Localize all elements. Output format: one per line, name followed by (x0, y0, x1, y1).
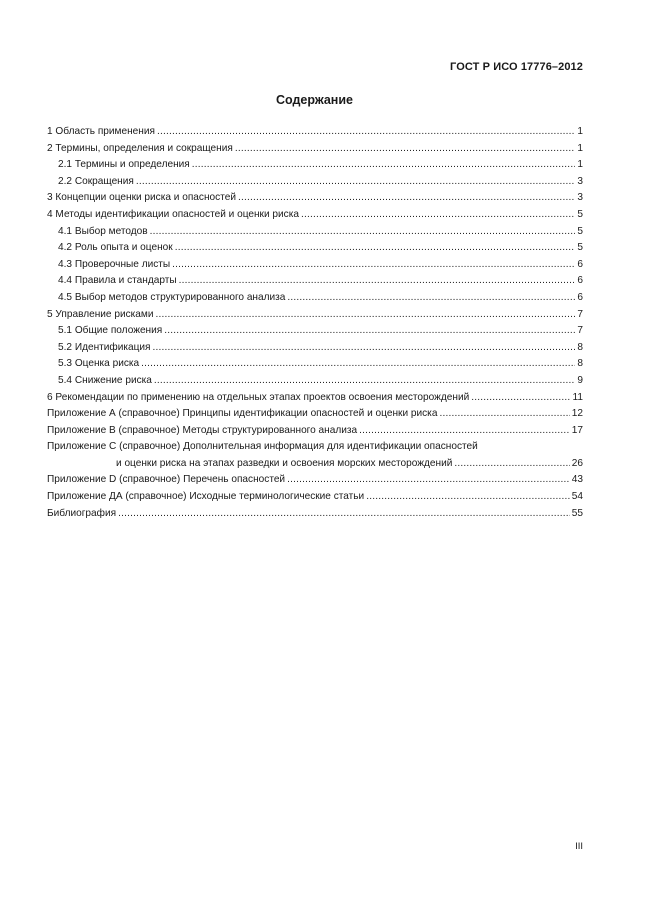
toc-entry-label: 6 Рекомендации по применению на отдельных этапах проектов освоения месторождений (47, 391, 470, 403)
toc-leader (287, 290, 575, 307)
toc-entry-page: 17 (571, 424, 583, 436)
toc-leader (141, 356, 575, 373)
toc-entry-1[interactable] (47, 124, 583, 141)
toc-leader (439, 406, 569, 423)
toc-entry-page: 55 (571, 507, 583, 519)
toc-entry-label: Приложение С (справочное) Дополнительная информация для идентификации опасностей (47, 441, 478, 453)
toc-entry-4-1[interactable] (47, 224, 583, 241)
toc-entry-4-4[interactable] (47, 273, 583, 290)
toc-entry-label: 2.1 Термины и определения (58, 159, 190, 171)
toc-entry-4-2[interactable] (47, 240, 583, 257)
toc-entry-label: 5.3 Оценка риска (58, 358, 140, 370)
toc-entry-appendix-da[interactable] (47, 489, 583, 506)
toc-leader (150, 224, 576, 241)
toc-leader (366, 489, 570, 506)
toc-entry-page: 43 (571, 474, 583, 486)
toc-entry-label: Приложение В (справочное) Методы структурированного анализа (47, 424, 358, 436)
toc-leader (359, 423, 570, 440)
toc-entry-page: 1 (577, 159, 583, 171)
toc-entry-page: 1 (577, 142, 583, 154)
toc-entry-page: 6 (577, 258, 583, 270)
toc-entry-label: 5.4 Снижение риска (58, 374, 152, 386)
toc-entry-5-1[interactable] (47, 323, 583, 340)
toc-entry-label: 5.1 Общие положения (58, 325, 163, 337)
toc-leader (238, 190, 575, 207)
toc-entry-label: Библиография (47, 507, 117, 519)
toc-leader (175, 240, 576, 257)
toc-entry-page: 9 (577, 374, 583, 386)
toc-entry-4-3[interactable] (47, 257, 583, 274)
toc-entry-6[interactable] (47, 390, 583, 407)
toc-entry-page: 5 (577, 208, 583, 220)
toc-entry-page: 5 (577, 242, 583, 254)
toc-entry-page: 26 (571, 457, 583, 469)
toc-entry-page: 3 (577, 192, 583, 204)
toc-entry-page: 12 (571, 408, 583, 420)
toc-entry-label-continued: и оценки риска на этапах разведки и освоения морских месторождений (116, 457, 453, 469)
toc-entry-4-5[interactable] (47, 290, 583, 307)
toc-entry-5-2[interactable] (47, 340, 583, 357)
toc-entry-page: 5 (577, 225, 583, 237)
toc-leader (154, 373, 575, 390)
toc-entry-label: 4.1 Выбор методов (58, 225, 148, 237)
toc-leader (179, 273, 576, 290)
toc-entry-appendix-a[interactable] (47, 406, 583, 423)
toc-leader (287, 472, 570, 489)
toc-entry-page: 8 (577, 358, 583, 370)
toc-leader (235, 141, 576, 158)
toc-entry-page: 1 (577, 126, 583, 137)
toc-entry-2-2[interactable] (47, 174, 583, 191)
toc-entry-appendix-c[interactable] (47, 439, 583, 456)
toc-leader (301, 207, 575, 224)
toc-entry-label: 2.2 Сокращения (58, 175, 134, 187)
toc-entry-label: 3 Концепции оценки риска и опасностей (47, 192, 236, 204)
page-number: III (575, 841, 583, 852)
toc-leader (471, 390, 570, 407)
toc-entry-label: 4.5 Выбор методов структурированного анализа (58, 291, 286, 303)
toc-entry-label: 4 Методы идентификации опасностей и оценки риска (47, 208, 299, 220)
toc-entry-3[interactable] (47, 190, 583, 207)
toc-entry-label: Приложение А (справочное) Принципы идентификации опасностей и оценки риска (47, 408, 438, 420)
toc-entry-page: 11 (572, 391, 583, 403)
table-of-contents (47, 124, 583, 522)
toc-entry-label: 4.4 Правила и стандарты (58, 275, 177, 287)
toc-leader (136, 174, 576, 191)
toc-entry-label: Приложение ДА (справочное) Исходные терминологические статьи (47, 491, 365, 503)
toc-leader (153, 340, 576, 357)
toc-entry-label: 5.2 Идентификация (58, 341, 151, 353)
toc-entry-label: 4.3 Проверочные листы (58, 258, 171, 270)
toc-entry-bibliography[interactable] (47, 506, 583, 523)
toc-entry-appendix-b[interactable] (47, 423, 583, 440)
document-code: ГОСТ Р ИСО 17776–2012 (450, 61, 583, 73)
toc-entry-label: 1 Область применения (47, 126, 155, 137)
toc-leader (157, 124, 575, 141)
toc-entry-5-4[interactable] (47, 373, 583, 390)
toc-title: Содержание (275, 93, 353, 107)
toc-entry-page: 7 (577, 325, 583, 337)
toc-entry-appendix-d[interactable] (47, 472, 583, 489)
toc-entry-appendix-c-continued[interactable] (47, 456, 583, 473)
toc-entry-page: 6 (577, 291, 583, 303)
toc-leader (155, 307, 575, 324)
toc-entry-label: 2 Термины, определения и сокращения (47, 142, 233, 154)
toc-entry-label: 4.2 Роль опыта и оценок (58, 242, 173, 254)
toc-entry-page: 54 (571, 491, 583, 503)
toc-leader (454, 456, 569, 473)
toc-leader (118, 506, 570, 523)
toc-entry-5-3[interactable] (47, 356, 583, 373)
toc-leader (172, 257, 575, 274)
toc-entry-page: 3 (577, 175, 583, 187)
toc-leader (192, 157, 576, 174)
toc-entry-4[interactable] (47, 207, 583, 224)
toc-entry-page: 7 (577, 308, 583, 320)
toc-entry-page: 6 (577, 275, 583, 287)
toc-entry-5[interactable] (47, 307, 583, 324)
toc-entry-label: 5 Управление рисками (47, 308, 154, 320)
toc-entry-page: 8 (577, 341, 583, 353)
toc-entry-2[interactable] (47, 141, 583, 158)
toc-entry-label: Приложение D (справочное) Перечень опасностей (47, 474, 286, 486)
toc-leader (164, 323, 575, 340)
toc-entry-2-1[interactable] (47, 157, 583, 174)
